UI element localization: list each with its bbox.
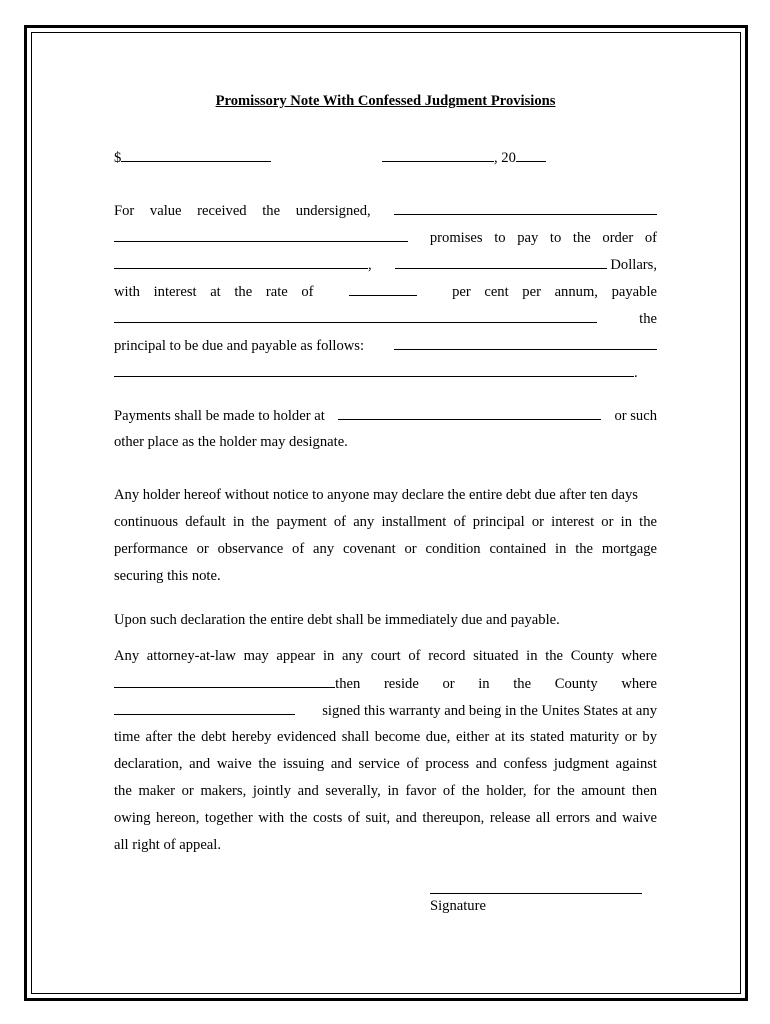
payee-blank-2[interactable] (114, 254, 368, 269)
header-line (114, 147, 657, 167)
para1-l1-text: For value received the undersigned, (114, 203, 371, 219)
para5-line7: owing hereon, together with the costs of suit, and thereupon, release all errors and waive (114, 810, 657, 826)
para1-l6-text: principal to be due and payable as follows: (114, 338, 365, 354)
para1-l4-b: per cent per annum, payable (452, 284, 657, 300)
document-title: Promissory Note With Confessed Judgment Provisions (215, 93, 556, 109)
para2-line2: other place as the holder may designate. (114, 434, 348, 450)
para1-line1 (114, 200, 657, 220)
para1-l3-comma: , (368, 257, 372, 273)
para1-l4-a: with interest at the rate of (114, 284, 314, 300)
signature-label: Signature (430, 898, 486, 914)
para1-l5-text: the (639, 311, 657, 327)
para5-l2-text: then reside or in the County where (335, 676, 657, 692)
para1-l2-text: promises to pay to the order of (429, 230, 657, 246)
para3-line4: securing this note. (114, 568, 221, 584)
para2-l1-a: Payments shall be made to holder at (114, 408, 325, 424)
date-suffix: , 20 (494, 150, 516, 166)
para5-line1: Any attorney-at-law may appear in any court of record situated in the County where (114, 648, 657, 664)
signer-blank[interactable] (114, 700, 295, 715)
para3-line3: performance or observance of any covenant or condition contained in the mortgage (114, 541, 657, 557)
year-blank[interactable] (516, 147, 546, 162)
date-group (382, 147, 546, 168)
para5-line8: all right of appeal. (114, 837, 221, 853)
payee-blank-1[interactable] (114, 227, 408, 242)
para1-line3 (114, 254, 657, 274)
payment-schedule-blank-1[interactable] (394, 335, 657, 350)
para3-line2: continuous default in the payment of any installment of principal or interest or in the (114, 514, 657, 530)
para5-line4: time after the debt hereby evidenced shall become due, either at its stated maturity or by (114, 729, 657, 745)
para1-line6 (114, 335, 657, 355)
para2-line1 (114, 405, 657, 425)
dollars-blank[interactable] (395, 254, 607, 269)
para1-line2 (114, 227, 657, 247)
signature-line[interactable] (430, 893, 642, 894)
para5-l3-text: signed this warranty and being in the Unites States at any (322, 703, 657, 719)
para4-line1: Upon such declaration the entire debt shall be immediately due and payable. (114, 612, 560, 628)
para1-line5 (114, 308, 657, 328)
interest-rate-blank[interactable] (349, 281, 417, 296)
para2-l1-b: or such (614, 408, 657, 424)
para1-l3-text: Dollars, (610, 257, 657, 273)
para5-line5: declaration, and waive the issuing and service of process and confess judgment against (114, 756, 657, 772)
para5-line6: the maker or makers, jointly and severally, in favor of the holder, for the amount then (114, 783, 657, 799)
attorney-county-blank[interactable] (114, 673, 335, 688)
dollar-sign: $ (114, 150, 122, 166)
para3-line1: Any holder hereof without notice to anyone may declare the entire debt due after ten days (114, 487, 638, 503)
payment-schedule-blank-2[interactable] (114, 362, 634, 377)
para1-l7-end: . (634, 365, 638, 381)
para1-line7 (114, 362, 657, 382)
payable-terms-blank[interactable] (114, 308, 597, 323)
amount-blank[interactable] (121, 147, 271, 162)
payment-place-blank[interactable] (338, 405, 601, 420)
para5-line2 (114, 673, 657, 693)
para1-line4 (114, 281, 657, 301)
undersigned-blank[interactable] (394, 200, 657, 215)
para5-line3 (114, 700, 657, 720)
date-blank[interactable] (382, 147, 494, 162)
